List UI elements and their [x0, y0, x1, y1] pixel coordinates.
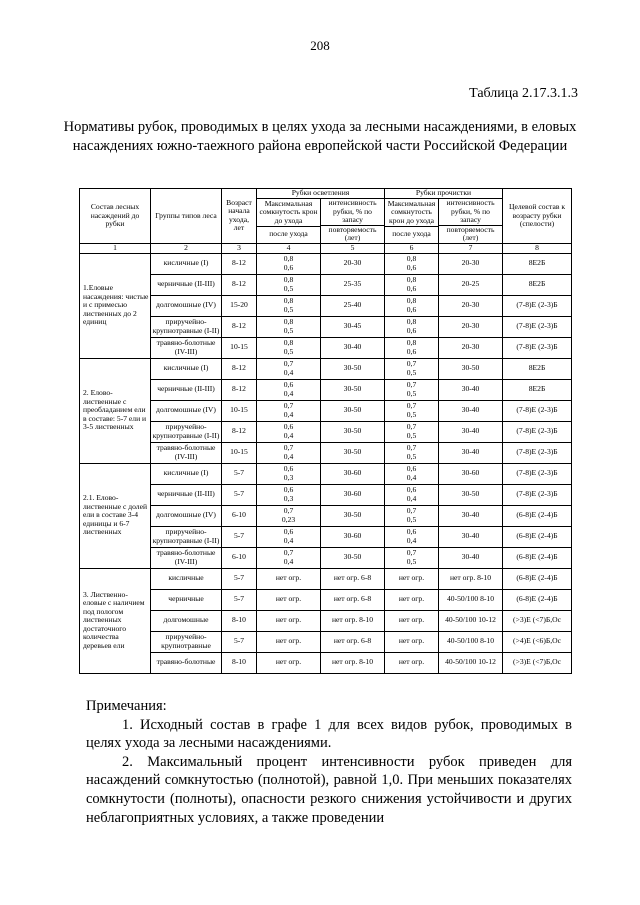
header-osvetlenie: Рубки осветления [257, 189, 385, 199]
page-number: 208 [310, 38, 330, 53]
density-after: 0,6 [406, 304, 417, 314]
density-before: нет огр. [398, 636, 425, 646]
cell-age: 5-7 [222, 589, 257, 610]
density-after: 0,5 [406, 556, 417, 566]
cell-target: 8Е2Б [503, 253, 572, 274]
cell-target: (7-8)Е (2-3)Б [503, 400, 572, 421]
density-after: 0,4 [406, 535, 417, 545]
density-before: 0,8 [406, 317, 417, 326]
density-cell [257, 652, 321, 673]
density-after: 0,4 [283, 535, 294, 545]
density-after: 0,6 [406, 325, 417, 335]
header-target: Целевой состав к возрасту рубки (спелости) [503, 189, 572, 244]
cell-osv-int: нет огр. 6-8 [321, 589, 385, 610]
density-before: 0,7 [283, 443, 294, 452]
table-row [80, 316, 572, 337]
table-title: Нормативы рубок, проводимых в целях ухода за лесными насаждениями, в еловых насаждениях южно-таежного района европейской части Российской Федерации [63, 119, 577, 154]
col-number: 8 [503, 243, 572, 253]
density-cell [257, 253, 321, 274]
cell-type: долгомошные (IV) [151, 400, 222, 421]
cell-osv-int: 30-50 [321, 547, 385, 568]
density-cell [257, 463, 321, 484]
cell-type: приручейно-крупнотравные [151, 631, 222, 652]
cell-pro-int: 30-60 [439, 463, 503, 484]
density-cell [257, 526, 321, 547]
cell-target: (>3)Е (<7)Б,Ос [503, 610, 572, 631]
header-osv-after: после ухода [257, 226, 321, 243]
density-after: 0,4 [283, 409, 294, 419]
cell-osv-int: 30-60 [321, 463, 385, 484]
cell-type: кисличные (I) [151, 358, 222, 379]
density-before: 0,6 [406, 464, 417, 473]
cell-target: (7-8)Е (2-3)Б [503, 295, 572, 316]
notes [86, 697, 572, 827]
density-cell [385, 568, 439, 589]
header-osv-max: Максимальная сомкнутость крон до ухода [257, 199, 321, 227]
col-number: 3 [222, 243, 257, 253]
cell-type: долгомошные [151, 610, 222, 631]
header-forest-type: Группы типов леса [151, 189, 222, 244]
col-number: 5 [321, 243, 385, 253]
table-row [80, 568, 572, 589]
cell-age: 8-10 [222, 652, 257, 673]
cell-pro-int: 20-30 [439, 316, 503, 337]
cell-type: кисличные (I) [151, 253, 222, 274]
group-name: 2.1. Елово-лиственные с долей ели в составе 3-4 единицы и 6-7 лиственных [80, 463, 151, 568]
col-number: 7 [439, 243, 503, 253]
density-after: 0,5 [406, 514, 417, 524]
header-pro-rep: повторяемость (лет) [439, 225, 503, 243]
density-cell [385, 589, 439, 610]
cell-age: 8-12 [222, 253, 257, 274]
cell-pro-int: 40-50/100 8-10 [439, 631, 503, 652]
cell-pro-int: 20-30 [439, 253, 503, 274]
cell-type: травяно-болотные (IV-III) [151, 442, 222, 463]
table-row [80, 484, 572, 505]
density-cell [257, 442, 321, 463]
col-number: 2 [151, 243, 222, 253]
cell-target: 8Е2Б [503, 379, 572, 400]
density-after: 0,23 [281, 514, 296, 524]
density-cell [257, 631, 321, 652]
density-after: 0,3 [283, 493, 294, 503]
density-cell [257, 568, 321, 589]
density-before: 0,6 [283, 464, 294, 473]
cell-target: (6-8)Е (2-4)Б [503, 589, 572, 610]
density-before: 0,6 [406, 527, 417, 536]
cell-osv-int: 25-40 [321, 295, 385, 316]
density-before: 0,7 [406, 548, 417, 557]
density-cell [385, 652, 439, 673]
cell-osv-int: 30-50 [321, 421, 385, 442]
header-prochistka: Рубки прочистки [385, 189, 503, 199]
cell-type: приручейно-крупнотравные (I-II) [151, 316, 222, 337]
density-after: 0,5 [406, 451, 417, 461]
cell-osv-int: 30-50 [321, 400, 385, 421]
cell-age: 8-10 [222, 610, 257, 631]
density-cell [385, 547, 439, 568]
table-row [80, 631, 572, 652]
density-cell [385, 274, 439, 295]
cell-age: 5-7 [222, 484, 257, 505]
density-after: 0,6 [283, 262, 294, 272]
cell-osv-int: 30-50 [321, 505, 385, 526]
density-before: нет огр. [398, 594, 425, 604]
density-after: 0,5 [406, 388, 417, 398]
table-row [80, 526, 572, 547]
cell-osv-int: 25-35 [321, 274, 385, 295]
density-before: 0,6 [283, 485, 294, 494]
density-after: 0,5 [283, 325, 294, 335]
cell-target: (7-8)Е (2-3)Б [503, 316, 572, 337]
note-item: 1. Исходный состав в графе 1 для всех видов рубок, проводимых в целях ухода за лесными насаждениями. [86, 716, 572, 752]
cell-pro-int: 20-30 [439, 337, 503, 358]
density-after: 0,5 [283, 346, 294, 356]
density-before: 0,7 [406, 401, 417, 410]
density-before: 0,7 [283, 359, 294, 368]
density-cell [385, 253, 439, 274]
cell-osv-int: 30-60 [321, 484, 385, 505]
density-before: 0,6 [283, 380, 294, 389]
density-after: 0,4 [406, 493, 417, 503]
density-after: 0,5 [406, 409, 417, 419]
cell-age: 5-7 [222, 568, 257, 589]
cell-target: (6-8)Е (2-4)Б [503, 547, 572, 568]
header-pro-max: Максимальная сомкнутость крон до ухода [385, 199, 439, 227]
cell-osv-int: 30-60 [321, 526, 385, 547]
table-row [80, 505, 572, 526]
density-before: 0,7 [406, 443, 417, 452]
table-row [80, 274, 572, 295]
cell-target: (7-8)Е (2-3)Б [503, 463, 572, 484]
density-cell [257, 484, 321, 505]
density-before: нет огр. [275, 657, 302, 667]
cell-age: 8-12 [222, 379, 257, 400]
density-before: нет огр. [398, 615, 425, 625]
col-number: 4 [257, 243, 321, 253]
cell-type: приручейно-крупнотравные (I-II) [151, 421, 222, 442]
cell-age: 5-7 [222, 526, 257, 547]
header-composition: Состав лесных насаждений до рубки [80, 189, 151, 244]
density-cell [257, 274, 321, 295]
cell-pro-int: 30-40 [439, 547, 503, 568]
cell-age: 8-12 [222, 316, 257, 337]
density-before: 0,7 [406, 422, 417, 431]
cell-osv-int: 30-40 [321, 337, 385, 358]
cell-age: 8-12 [222, 358, 257, 379]
header-pro-int: интенсивность рубки, % по запасу [439, 199, 503, 226]
density-before: 0,8 [283, 254, 294, 263]
cell-target: (>3)Е (<7)Б,Ос [503, 652, 572, 673]
cell-age: 8-12 [222, 421, 257, 442]
density-cell [257, 400, 321, 421]
cell-age: 5-7 [222, 631, 257, 652]
cell-type: черничные [151, 589, 222, 610]
density-cell [385, 526, 439, 547]
density-cell [385, 337, 439, 358]
density-after: 0,4 [406, 472, 417, 482]
cell-target: (6-8)Е (2-4)Б [503, 526, 572, 547]
group-name: 3. Лиственно-еловые с наличием под пологом лиственных достаточного количества деревьев ели [80, 568, 151, 673]
header-pro-after: после ухода [385, 226, 439, 243]
density-cell [385, 631, 439, 652]
cell-osv-int: 30-45 [321, 316, 385, 337]
density-cell [257, 421, 321, 442]
table-row [80, 295, 572, 316]
cell-target: (7-8)Е (2-3)Б [503, 442, 572, 463]
cell-age: 10-15 [222, 337, 257, 358]
cell-type: травяно-болотные (IV-III) [151, 337, 222, 358]
density-cell [385, 505, 439, 526]
density-cell [385, 295, 439, 316]
table-row [80, 589, 572, 610]
table-row [80, 652, 572, 673]
cell-type: кисличные (I) [151, 463, 222, 484]
density-before: нет огр. [398, 657, 425, 667]
cell-osv-int: 20-30 [321, 253, 385, 274]
cell-age: 10-15 [222, 442, 257, 463]
cell-osv-int: 30-50 [321, 358, 385, 379]
density-cell [385, 421, 439, 442]
cell-type: травяно-болотные [151, 652, 222, 673]
density-before: нет огр. [275, 594, 302, 604]
density-after: 0,5 [406, 430, 417, 440]
cell-pro-int: 30-40 [439, 400, 503, 421]
density-before: 0,6 [283, 422, 294, 431]
density-before: 0,7 [283, 548, 294, 557]
notes-heading: Примечания: [86, 698, 167, 714]
density-before: нет огр. [398, 573, 425, 583]
cell-pro-int: 30-40 [439, 379, 503, 400]
cell-osv-int: нет огр. 8-10 [321, 652, 385, 673]
density-before: 0,7 [406, 359, 417, 368]
cell-type: кисличные [151, 568, 222, 589]
cell-age: 5-7 [222, 463, 257, 484]
cell-pro-int: 30-40 [439, 526, 503, 547]
density-cell [257, 589, 321, 610]
cell-type: приручейно-крупнотравные (I-II) [151, 526, 222, 547]
density-after: 0,6 [406, 262, 417, 272]
density-cell [385, 610, 439, 631]
cell-pro-int: 30-50 [439, 358, 503, 379]
density-before: 0,8 [283, 317, 294, 326]
cell-pro-int: 30-50 [439, 484, 503, 505]
cell-target: 8Е2Б [503, 274, 572, 295]
cell-osv-int: нет огр. 6-8 [321, 568, 385, 589]
group-name: 2. Елово-лиственные с преобладанием ели в составе: 5-7 ели и 3-5 лиственных [80, 358, 151, 463]
density-cell [257, 547, 321, 568]
density-after: 0,5 [406, 367, 417, 377]
norms-table [79, 188, 572, 674]
table-row [80, 253, 572, 274]
cell-osv-int: 30-50 [321, 379, 385, 400]
density-before: 0,8 [283, 338, 294, 347]
column-numbers-row [80, 243, 572, 253]
cell-age: 15-20 [222, 295, 257, 316]
table-row [80, 358, 572, 379]
cell-pro-int: 30-40 [439, 442, 503, 463]
density-cell [257, 295, 321, 316]
density-cell [257, 505, 321, 526]
density-cell [385, 358, 439, 379]
cell-osv-int: 30-50 [321, 442, 385, 463]
cell-pro-int: 40-50/100 8-10 [439, 589, 503, 610]
density-before: нет огр. [275, 615, 302, 625]
density-before: 0,8 [283, 296, 294, 305]
table-row [80, 610, 572, 631]
cell-pro-int: 40-50/100 10-12 [439, 610, 503, 631]
density-after: 0,4 [283, 556, 294, 566]
density-after: 0,4 [283, 367, 294, 377]
cell-pro-int: 40-50/100 10-12 [439, 652, 503, 673]
table-row [80, 421, 572, 442]
density-cell [385, 484, 439, 505]
cell-type: черничные (II-III) [151, 484, 222, 505]
table-row [80, 442, 572, 463]
note-item: 2. Максимальный процент интенсивности рубок приведен для насаждений сомкнутостью (полнотой), равной 1,0. При меньших показателях сомкнутости (полноты), опасности резкого снижения устойчивости и других неблагоприятных условиях, а также проведении [86, 753, 572, 826]
density-before: 0,7 [283, 506, 294, 515]
group-name: 1.Еловые насаждения: чистые и с примесью лиственных до 2 единиц [80, 253, 151, 358]
col-number: 6 [385, 243, 439, 253]
table-row [80, 547, 572, 568]
table-row [80, 337, 572, 358]
density-cell [385, 400, 439, 421]
density-after: 0,4 [283, 430, 294, 440]
header-osv-int: интенсивность рубки, % по запасу [321, 199, 385, 226]
density-cell [257, 316, 321, 337]
cell-target: (7-8)Е (2-3)Б [503, 337, 572, 358]
header-osv-rep: повторяемость (лет) [321, 225, 385, 243]
density-before: нет огр. [275, 636, 302, 646]
cell-target: (7-8)Е (2-3)Б [503, 484, 572, 505]
cell-target: (>4)Е (<6)Б,Ос [503, 631, 572, 652]
cell-pro-int: нет огр. 8-10 [439, 568, 503, 589]
cell-target: (7-8)Е (2-3)Б [503, 421, 572, 442]
density-after: 0,4 [283, 451, 294, 461]
density-before: 0,6 [406, 485, 417, 494]
density-cell [257, 610, 321, 631]
density-cell [385, 463, 439, 484]
density-cell [257, 379, 321, 400]
density-before: 0,7 [406, 380, 417, 389]
density-before: 0,7 [406, 506, 417, 515]
density-cell [385, 442, 439, 463]
cell-age: 8-12 [222, 274, 257, 295]
cell-age: 6-10 [222, 547, 257, 568]
density-before: 0,8 [283, 275, 294, 284]
cell-type: долгомошные (IV) [151, 295, 222, 316]
density-cell [385, 379, 439, 400]
cell-target: 8Е2Б [503, 358, 572, 379]
density-cell [257, 358, 321, 379]
density-before: 0,8 [406, 296, 417, 305]
density-after: 0,6 [406, 283, 417, 293]
density-after: 0,6 [406, 346, 417, 356]
density-before: 0,7 [283, 401, 294, 410]
cell-pro-int: 20-25 [439, 274, 503, 295]
cell-type: черничные (II-III) [151, 379, 222, 400]
cell-pro-int: 30-40 [439, 421, 503, 442]
cell-target: (6-8)Е (2-4)Б [503, 505, 572, 526]
density-before: 0,8 [406, 338, 417, 347]
density-after: 0,4 [283, 388, 294, 398]
cell-age: 6-10 [222, 505, 257, 526]
col-number: 1 [80, 243, 151, 253]
density-cell [257, 337, 321, 358]
table-row [80, 463, 572, 484]
cell-type: долгомошные (IV) [151, 505, 222, 526]
density-before: 0,8 [406, 275, 417, 284]
cell-pro-int: 20-30 [439, 295, 503, 316]
density-before: нет огр. [275, 573, 302, 583]
density-after: 0,5 [283, 304, 294, 314]
cell-osv-int: нет огр. 6-8 [321, 631, 385, 652]
table-label: Таблица 2.17.3.1.3 [469, 86, 578, 101]
cell-pro-int: 30-40 [439, 505, 503, 526]
cell-target: (6-8)Е (2-4)Б [503, 568, 572, 589]
density-after: 0,3 [283, 472, 294, 482]
cell-age: 10-15 [222, 400, 257, 421]
cell-type: травяно-болотные (IV-III) [151, 547, 222, 568]
cell-type: черничные (II-III) [151, 274, 222, 295]
cell-osv-int: нет огр. 8-10 [321, 610, 385, 631]
density-after: 0,5 [283, 283, 294, 293]
table-row [80, 400, 572, 421]
density-before: 0,8 [406, 254, 417, 263]
density-cell [385, 316, 439, 337]
table-row [80, 379, 572, 400]
density-before: 0,6 [283, 527, 294, 536]
header-start-age: Возраст начала ухода, лет [222, 189, 257, 244]
